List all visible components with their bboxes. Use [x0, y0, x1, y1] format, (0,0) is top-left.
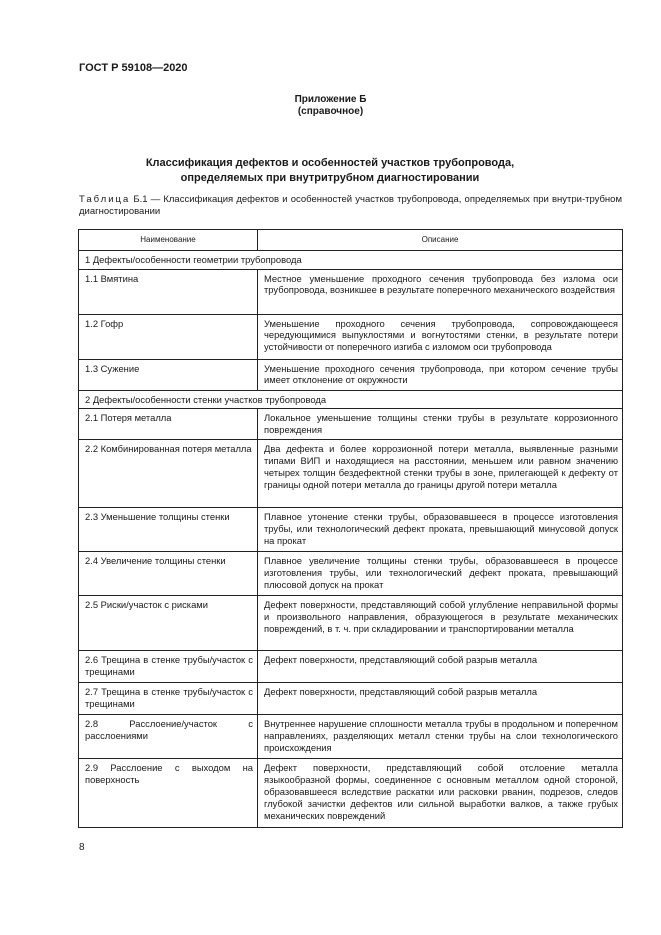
title-line: Классификация дефектов и особенностей участков трубопровода, — [145, 157, 515, 169]
table-row — [79, 552, 623, 596]
table-header-row — [79, 230, 623, 251]
page-number: 8 — [79, 842, 85, 853]
table-caption — [79, 194, 622, 218]
defect-name: 2.2 Комбинированная потеря металла — [79, 440, 258, 508]
defect-name: 2.1 Потеря металла — [79, 409, 258, 440]
defect-description: Уменьшение проходного сечения трубопровода, сопровождающееся чередующимися выпуклостями и вогнутостями стенки, в результате потери устойчивости от поперечного изгиба с изломом оси трубопровода — [258, 314, 623, 359]
defect-name: 2.7 Трещина в стенке трубы/участок с трещинами — [79, 683, 258, 715]
defect-description: Дефект поверхности, представляющий собой углубление неправильной формы и произвольного направления, образующегося в результате механических повреждений, в т. ч. при складировании и транспортировании металла — [258, 596, 623, 651]
table-row — [79, 269, 623, 314]
defect-name: 2.4 Увеличение толщины стенки — [79, 552, 258, 596]
table-row — [79, 651, 623, 683]
table-row — [79, 508, 623, 552]
defect-description: Дефект поверхности, представляющий собой разрыв металла — [258, 683, 623, 715]
table-row — [79, 715, 623, 759]
defect-name: 1.1 Вмятина — [79, 269, 258, 314]
caption-label: Таблица — [79, 194, 131, 205]
defect-description: Плавное утонение стенки трубы, образовавшееся в процессе изготовления трубы, или технологический дефект проката, превышающий минусовой допуск на прокат — [258, 508, 623, 552]
table-row — [79, 759, 623, 828]
defect-name: 2.8 Расслоение/участок с расслоениями — [79, 715, 258, 759]
column-header-name: Наименование — [79, 230, 258, 251]
table-row — [79, 440, 623, 508]
defect-description: Локальное уменьшение толщины стенки трубы в результате коррозионного повреждения — [258, 409, 623, 440]
defect-description: Внутреннее нарушение сплошности металла трубы в продольном и поперечном направлениях, разделяющих металл стенки трубы на слои технологического происхождения — [258, 715, 623, 759]
table-row — [79, 314, 623, 359]
defect-description: Два дефекта и более коррозионной потери металла, выявленные разными типами ВИП и находящиеся на расстоянии, меньшем или равном значению четырех толщин бездефектной стенки трубы в зоне, прилегающей к дефекту от границы одной потери металла до границы другой потери металла — [258, 440, 623, 508]
table-row — [79, 359, 623, 390]
defect-name: 2.9 Расслоение с выходом на поверхность — [79, 759, 258, 828]
defect-description: Уменьшение проходного сечения трубопровода, при котором сечение трубы имеет отклонение от окружности — [258, 359, 623, 390]
table-row — [79, 596, 623, 651]
defect-description: Местное уменьшение проходного сечения трубопровода без излома оси трубопровода, возникшее в результате поперечного механического воздействия — [258, 269, 623, 314]
document-header: ГОСТ Р 59108—2020 — [79, 62, 188, 74]
annex-subtitle: (справочное) — [297, 106, 364, 117]
caption-text: Б.1 — Классификация дефектов и особенностей участков трубопровода, определяемых при внутри-трубном диагностировании — [79, 194, 622, 217]
defect-name: 2.3 Уменьшение толщины стенки — [79, 508, 258, 552]
section-row — [79, 390, 623, 409]
defect-name: 1.2 Гофр — [79, 314, 258, 359]
table-row — [79, 409, 623, 440]
defect-name: 2.5 Риски/участок с рисками — [79, 596, 258, 651]
defects-table — [78, 229, 623, 828]
defect-description: Дефект поверхности, представляющий собой разрыв металла — [258, 651, 623, 683]
defect-description: Дефект поверхности, представляющий собой отслоение металла языкообразной формы, соединенное с основным металлом одной стороной, образовавшееся вследствие раскатки или расковки рванин, подрезов, следов глубокой зачистки дефектов или сильной выработки валков, а также грубых механических повреждений — [258, 759, 623, 828]
defect-name: 1.3 Сужение — [79, 359, 258, 390]
defect-description: Плавное увеличение толщины стенки трубы, образовавшееся в процессе изготовления трубы, или технологический дефект проката, превышающий плюсовой допуск на прокат — [258, 552, 623, 596]
section-row — [79, 250, 623, 269]
annex-title: Приложение Б — [294, 94, 367, 105]
defect-name: 2.6 Трещина в стенке трубы/участок с трещинами — [79, 651, 258, 683]
table-row — [79, 683, 623, 715]
section-title: 1 Дефекты/особенности геометрии трубопровода — [79, 250, 623, 269]
column-header-description: Описание — [258, 230, 623, 251]
title-line: определяемых при внутритрубном диагностировании — [180, 172, 480, 184]
page-title — [0, 156, 661, 186]
section-title: 2 Дефекты/особенности стенки участков трубопровода — [79, 390, 623, 409]
